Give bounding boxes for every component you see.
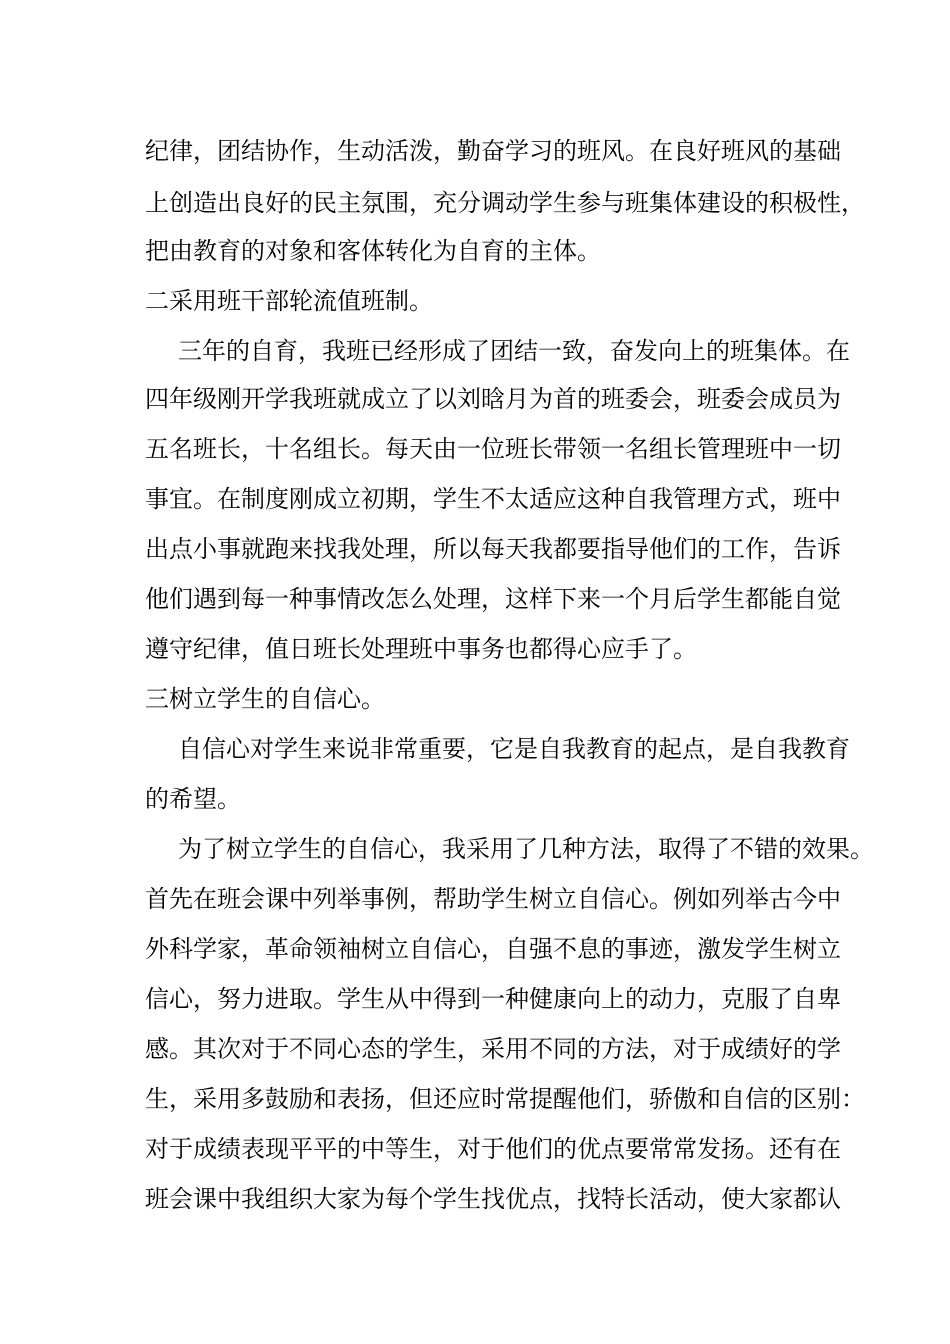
text-line: 事宜。在制度刚成立初期，学生不太适应这种自我管理方式，班中 bbox=[145, 485, 841, 513]
section-heading: 三树立学生的自信心。 bbox=[145, 685, 385, 713]
text-line: 首先在班会课中列举事例，帮助学生树立自信心。例如列举古今中 bbox=[145, 885, 841, 913]
section-heading: 二采用班干部轮流值班制。 bbox=[145, 287, 433, 315]
text-line: 出点小事就跑来找我处理，所以每天我都要指导他们的工作，告诉 bbox=[145, 535, 841, 563]
text-line: 把由教育的对象和客体转化为自育的主体。 bbox=[145, 237, 601, 265]
text-line: 上创造出良好的民主氛围，充分调动学生参与班集体建设的积极性， bbox=[145, 189, 865, 217]
text-line: 信心，努力进取。学生从中得到一种健康向上的动力，克服了自卑 bbox=[145, 985, 841, 1013]
text-line: 对于成绩表现平平的中等生，对于他们的优点要常常发扬。还有在 bbox=[145, 1135, 841, 1163]
text-line: 四年级刚开学我班就成立了以刘晗月为首的班委会，班委会成员为 bbox=[145, 385, 841, 413]
text-line: 自信心对学生来说非常重要，它是自我教育的起点，是自我教育 bbox=[178, 735, 850, 763]
text-line: 遵守纪律，值日班长处理班中事务也都得心应手了。 bbox=[145, 635, 697, 663]
text-line: 的希望。 bbox=[145, 785, 241, 813]
text-line: 纪律，团结协作，生动活泼，勤奋学习的班风。在良好班风的基础 bbox=[145, 137, 841, 165]
text-line: 班会课中我组织大家为每个学生找优点，找特长活动，使大家都认 bbox=[145, 1185, 841, 1213]
text-line: 三年的自育，我班已经形成了团结一致，奋发向上的班集体。在 bbox=[178, 337, 850, 365]
text-line: 他们遇到每一种事情改怎么处理，这样下来一个月后学生都能自觉 bbox=[145, 585, 841, 613]
text-line: 五名班长，十名组长。每天由一位班长带领一名组长管理班中一切 bbox=[145, 435, 841, 463]
text-line: 感。其次对于不同心态的学生，采用不同的方法，对于成绩好的学 bbox=[145, 1035, 841, 1063]
text-line: 生，采用多鼓励和表扬，但还应时常提醒他们，骄傲和自信的区别： bbox=[145, 1085, 865, 1113]
text-line: 为了树立学生的自信心，我采用了几种方法，取得了不错的效果。 bbox=[178, 835, 874, 863]
text-line: 外科学家，革命领袖树立自信心，自强不息的事迹，激发学生树立 bbox=[145, 935, 841, 963]
